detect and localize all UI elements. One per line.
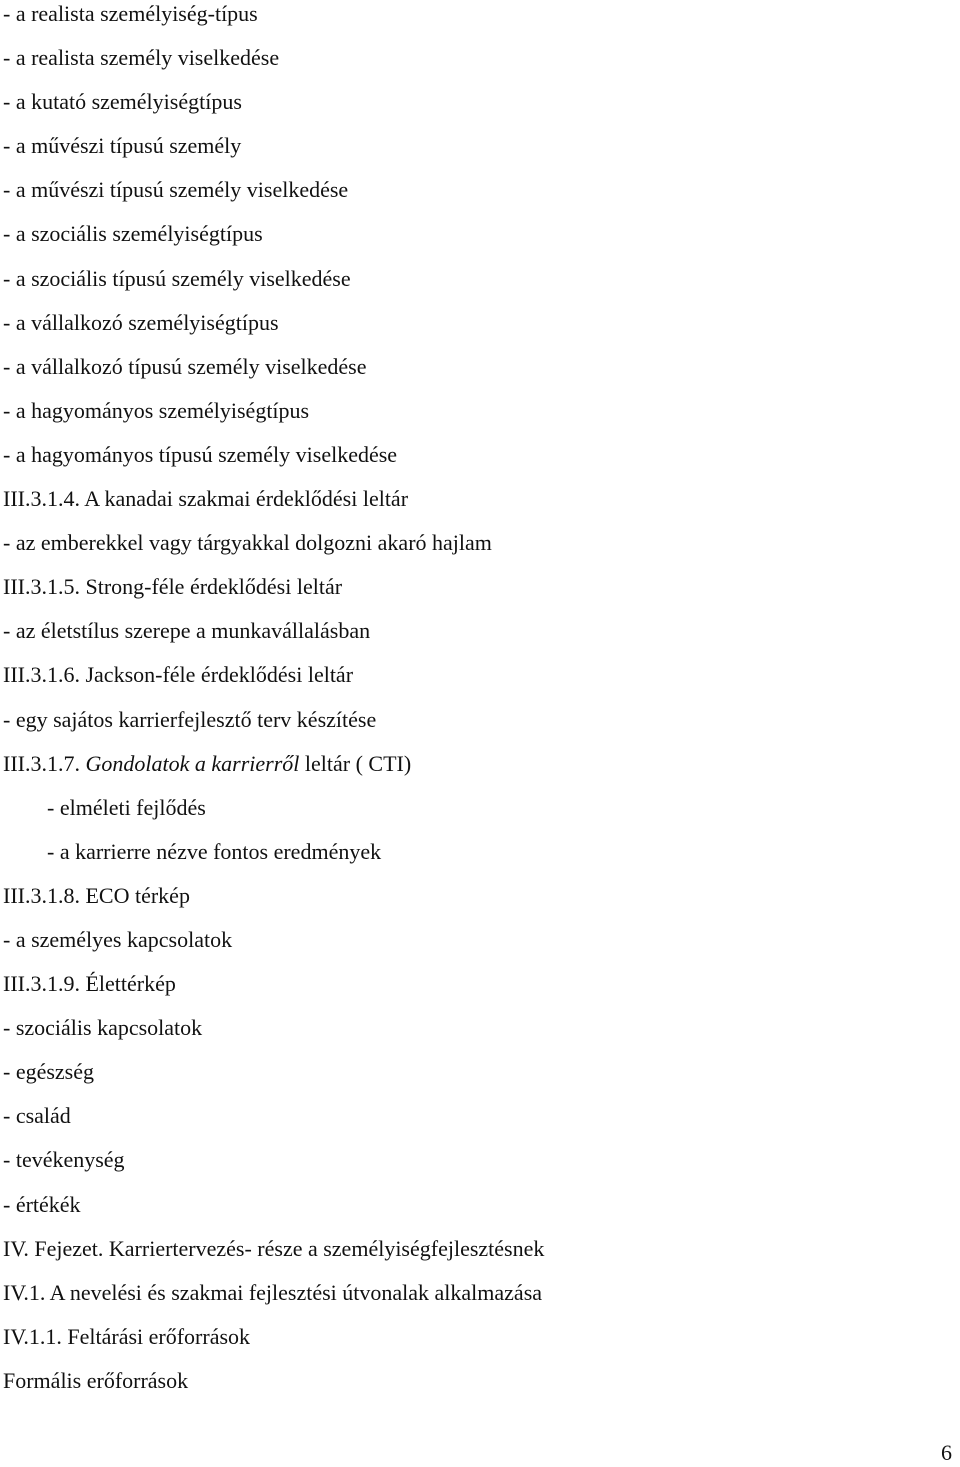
list-item: - a szociális személyiségtípus bbox=[3, 221, 263, 247]
list-item: - a hagyományos személyiségtípus bbox=[3, 397, 310, 423]
subheading: Formális erőforrások bbox=[3, 1367, 189, 1393]
list-item: - a kutató személyiségtípus bbox=[3, 89, 242, 115]
list-item: - a művészi típusú személy bbox=[3, 133, 242, 159]
list-item: - egészség bbox=[3, 1059, 95, 1085]
list-item: - tevékenység bbox=[3, 1147, 125, 1173]
list-item: - a művészi típusú személy viselkedése bbox=[3, 177, 349, 203]
section-number: III.3.1.7. bbox=[3, 750, 86, 776]
page-number: 6 bbox=[941, 1440, 952, 1465]
list-item: - az életstílus szerepe a munkavállalásban bbox=[3, 618, 371, 644]
list-item: - az emberekkel vagy tárgyakkal dolgozni akaró hajlam bbox=[3, 530, 492, 556]
section-heading: IV.1. A nevelési és szakmai fejlesztési útvonalak alkalmazása bbox=[3, 1279, 543, 1305]
chapter-heading: IV. Fejezet. Karriertervezés- része a személyiségfejlesztésnek bbox=[3, 1235, 545, 1261]
list-item: - a realista személy viselkedése bbox=[3, 45, 280, 71]
list-item: - a hagyományos típusú személy viselkedése bbox=[3, 441, 398, 467]
list-item: - család bbox=[3, 1103, 71, 1129]
section-heading: III.3.1.5. Strong-féle érdeklődési leltár bbox=[3, 574, 343, 600]
document-body bbox=[3, 0, 943, 1411]
list-item: - értékék bbox=[3, 1191, 81, 1217]
list-item: - a személyes kapcsolatok bbox=[3, 926, 233, 952]
section-title-suffix: leltár ( CTI) bbox=[299, 750, 412, 776]
section-title-italic: Gondolatok a karrierről bbox=[85, 750, 300, 776]
list-item: - a realista személyiség-típus bbox=[3, 1, 258, 26]
section-heading: III.3.1.9. Élettérkép bbox=[3, 971, 176, 997]
list-item: - a vállalkozó típusú személy viselkedése bbox=[3, 353, 367, 379]
list-item: - szociális kapcsolatok bbox=[3, 1015, 203, 1041]
section-heading: IV.1.1. Feltárási erőforrások bbox=[3, 1323, 251, 1349]
list-item: - a karrierre nézve fontos eredmények bbox=[47, 838, 382, 864]
list-item: - elméleti fejlődés bbox=[47, 794, 206, 820]
section-heading bbox=[3, 750, 943, 794]
section-heading: III.3.1.8. ECO térkép bbox=[3, 882, 190, 908]
list-item: - egy sajátos karrierfejlesztő terv készítése bbox=[3, 706, 377, 732]
list-item: - a szociális típusú személy viselkedése bbox=[3, 265, 351, 291]
section-heading: III.3.1.6. Jackson-féle érdeklődési leltár bbox=[3, 662, 354, 688]
list-item: - a vállalkozó személyiségtípus bbox=[3, 309, 279, 335]
section-heading: III.3.1.4. A kanadai szakmai érdeklődési leltár bbox=[3, 486, 409, 512]
